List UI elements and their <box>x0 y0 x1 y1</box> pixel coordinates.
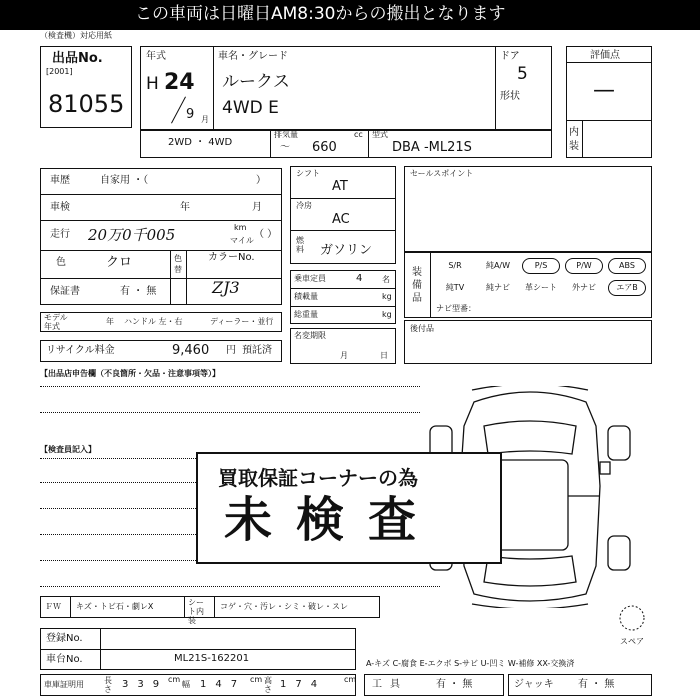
color-value: クロ <box>106 255 133 270</box>
aftermarket-box <box>404 320 652 364</box>
gross-unit: kg <box>382 310 392 319</box>
mileage-value: 20万0千005 <box>88 226 176 244</box>
lot-number: 81055 <box>48 90 125 118</box>
cert-height: 174 <box>280 679 327 690</box>
equipment-item: 純ナビ <box>486 283 510 292</box>
capacity-value: 4 <box>356 273 363 284</box>
load-unit: kg <box>382 292 392 301</box>
recycle-value: 9,460 <box>172 343 210 358</box>
dealer-notes-label: 【出品店申告欄（不良箇所・欠品・注意事項等）】 <box>40 369 220 378</box>
model-year-dealer: ディーラー・並行 <box>210 317 274 326</box>
mirror-right <box>600 462 610 474</box>
mileage-unit-mile: マイル <box>230 236 254 245</box>
capacity-unit: 名 <box>382 275 390 284</box>
recycle-unit: 円 <box>226 345 236 356</box>
legend-fw: ＦＷ <box>45 602 61 611</box>
chassis-value: ML21S-162201 <box>174 653 250 664</box>
banner-text: この車両は日曜日AM8:30からの搬出となります <box>135 4 506 24</box>
lot-year: [2001] <box>46 67 73 76</box>
color-label: 色 <box>56 257 66 268</box>
model-year-unit: 年 <box>106 317 114 326</box>
car-name: ルークス <box>222 72 290 92</box>
corner-label: （検査機）対応用紙 <box>40 31 112 40</box>
capacity-label: 乗車定員 <box>294 274 326 283</box>
equipment-item: 外ナビ <box>572 283 596 292</box>
gross-label: 総重量 <box>294 310 318 319</box>
car-windshield <box>484 421 576 454</box>
shift-value: AT <box>332 179 348 194</box>
spare-label: スペア <box>620 637 644 646</box>
navi-label: ナビ型番： <box>436 304 476 313</box>
equipment-item: S/R <box>448 261 462 270</box>
year-era: H <box>146 74 159 94</box>
color-no-value: ZJ3 <box>212 278 240 297</box>
legend-damage: キズ・トビ石・劇レX <box>76 602 154 611</box>
year-value: 24 <box>164 70 195 95</box>
cert-width-label: 幅 <box>182 680 190 689</box>
cert-width: 147 <box>200 679 247 690</box>
displacement-label: 排気量 <box>274 130 298 139</box>
sales-point-box <box>404 166 652 252</box>
model-label: 型式 <box>372 130 388 139</box>
tools-value: 有 ・ 無 <box>436 679 473 690</box>
ac-value: AC <box>332 212 350 227</box>
load-label: 積載量 <box>294 292 318 301</box>
equipment-item: P/W <box>565 258 603 274</box>
doors-value: 5 <box>517 64 528 84</box>
car-roof <box>492 460 568 550</box>
lot-label: 出品No. <box>52 51 103 66</box>
warranty-value: 有 ・ 無 <box>120 286 157 297</box>
interior-label: 内装 <box>569 127 579 152</box>
tools-label: 工具 <box>372 679 408 690</box>
ac-label: 冷房 <box>296 201 312 210</box>
cert-length-unit: cm <box>168 675 181 684</box>
car-grade: 4WD E <box>222 98 279 118</box>
name-change-month: 月 <box>340 351 348 360</box>
year-month: 9 <box>186 107 195 122</box>
wheel-rear-right <box>608 536 630 570</box>
history-label: 車歴 <box>50 175 70 186</box>
codes-legend: A-キズ C-腐食 E-エクボ S-サビ U-凹ミ W-補修 XX-交換済 <box>366 659 575 668</box>
displacement-value: 660 <box>312 140 337 155</box>
warranty-label: 保証書 <box>50 286 80 297</box>
mileage-label: 走行 <box>50 229 70 240</box>
recycle-label: リサイクル料金 <box>46 345 115 356</box>
shift-label: シフト <box>296 169 320 178</box>
cert-height-label: 高さ <box>264 676 272 694</box>
inspection-year-unit: 年 <box>180 202 190 213</box>
stamp-line1: 買取保証コーナーの為 <box>218 466 418 490</box>
legend-seat: シート内装 <box>188 598 204 625</box>
displacement-prefix: 〜 <box>280 142 290 153</box>
inspector-label: 【検査員記入】 <box>40 445 96 454</box>
color-no-label: カラーNo. <box>208 252 255 263</box>
model-year-label: モデル年式 <box>44 313 68 331</box>
year-month-unit: 月 <box>201 115 209 124</box>
year-label: 年式 <box>146 51 166 62</box>
history-close: ） <box>256 175 266 186</box>
name-change-day: 日 <box>380 351 388 360</box>
cert-width-unit: cm <box>250 675 263 684</box>
equipment-item: P/S <box>522 258 560 274</box>
cert-length-label: 長さ <box>104 676 112 694</box>
registration-label: 登録No. <box>46 633 83 644</box>
drive-options: 2WD ・ 4WD <box>168 137 233 148</box>
mileage-unit-km: km <box>234 223 247 232</box>
stamp-line2: 未検査 <box>224 492 441 548</box>
color-change-label: 色替 <box>174 254 182 274</box>
cert-length: 339 <box>122 679 169 690</box>
score-value: — <box>593 78 615 103</box>
fuel-value: ガソリン <box>320 243 373 258</box>
spare-tire-icon <box>618 604 646 632</box>
equipment-label: 装備品 <box>412 267 422 304</box>
displacement-unit: cc <box>354 130 363 139</box>
model-year-handle: ハンドル 左・右 <box>124 317 183 326</box>
inspection-month-unit: 月 <box>252 202 262 213</box>
model-value: DBA -ML21S <box>392 140 472 155</box>
aftermarket-label: 後付品 <box>410 324 434 333</box>
jack-value: 有 ・ 無 <box>578 679 615 690</box>
legend-seat-items: コゲ・穴・汚レ・シミ・破レ・スレ <box>220 602 348 611</box>
car-label: 車名・グレード <box>218 51 288 62</box>
chassis-label: 車台No. <box>46 654 83 665</box>
jack-label: ジャッキ <box>514 679 554 690</box>
fuel-label: 燃料 <box>296 236 304 254</box>
bumper-rear <box>472 604 588 608</box>
shape-label: 形状 <box>500 91 520 102</box>
equipment-item: エアB <box>608 280 646 296</box>
bumper-front <box>472 386 588 390</box>
equipment-item: 純A/W <box>485 261 511 270</box>
equipment-item: 革シート <box>525 283 557 292</box>
doors-label: ドア <box>500 51 520 62</box>
equipment-item: 純TV <box>445 283 465 292</box>
equipment-item: ABS <box>608 258 646 274</box>
cert-label: 車庫証明用 <box>44 680 84 689</box>
recycle-note: 預託済 <box>242 345 272 356</box>
cert-height-unit: cm <box>344 675 357 684</box>
name-change-label: 名変期限 <box>294 331 326 340</box>
wheel-front-right <box>608 426 630 460</box>
history-value: 自家用 ・（ <box>100 175 149 186</box>
inspection-label: 車検 <box>50 202 70 213</box>
sales-point-label: セールスポイント <box>410 169 474 178</box>
score-label: 評価点 <box>590 50 620 61</box>
mileage-extra: （ ） <box>254 229 278 240</box>
